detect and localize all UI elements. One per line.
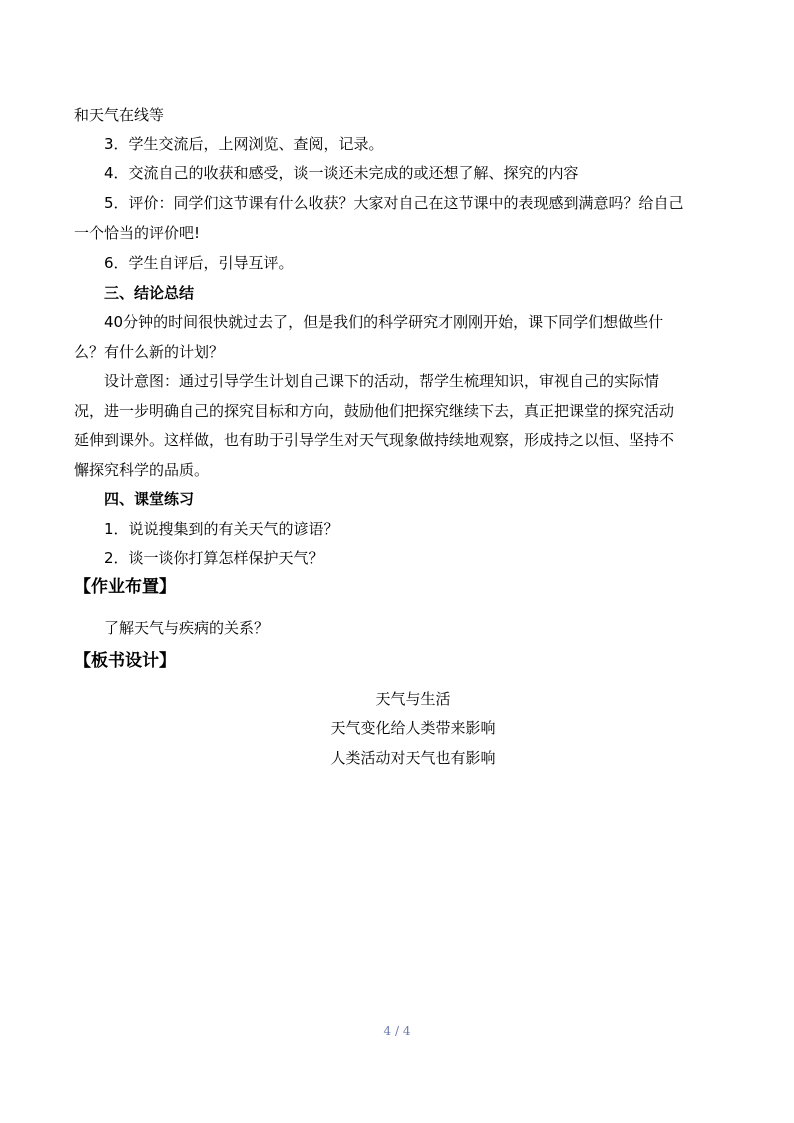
list-item: 1．说说搜集到的有关天气的谚语？ bbox=[104, 520, 339, 538]
board-line: 天气与生活 bbox=[375, 690, 451, 708]
list-item: 5．评价：同学们这节课有什么收获？大家对自己在这节课中的表现感到满意吗？给自己 bbox=[104, 194, 684, 212]
list-item: 3．学生交流后，上网浏览、查阅，记录。 bbox=[104, 135, 384, 153]
paragraph-line: 么？有什么新的计划？ bbox=[74, 343, 225, 361]
section-heading: 四、课堂练习 bbox=[104, 490, 195, 508]
homework-title: 【作业布置】 bbox=[74, 577, 176, 597]
board-line: 天气变化给人类带来影响 bbox=[330, 719, 496, 737]
paragraph-line: 延伸到课外。这样做，也有助于引导学生对天气现象做持续地观察，形成持之以恒、坚持不 bbox=[74, 431, 675, 449]
paragraph-line: 一个恰当的评价吧! bbox=[74, 224, 201, 242]
board-title: 【板书设计】 bbox=[74, 651, 176, 671]
paragraph-line: 和天气在线等 bbox=[74, 106, 165, 124]
list-item: 2．谈一谈你打算怎样保护天气？ bbox=[104, 549, 324, 567]
section-heading: 三、结论总结 bbox=[104, 284, 195, 302]
page-number: 4 / 4 bbox=[383, 1024, 411, 1038]
board-line: 人类活动对天气也有影响 bbox=[330, 749, 496, 767]
paragraph-line: 况，进一步明确自己的探究目标和方向，鼓励他们把探究继续下去，真正把课堂的探究活动 bbox=[74, 402, 675, 420]
list-item: 4．交流自己的收获和感受，谈一谈还未完成的或还想了解、探究的内容 bbox=[104, 164, 579, 182]
homework-text: 了解天气与疾病的关系？ bbox=[104, 619, 270, 637]
paragraph-line: 懈探究科学的品质。 bbox=[74, 461, 210, 479]
list-item: 6．学生自评后，引导互评。 bbox=[104, 254, 294, 272]
paragraph-line: 设计意图：通过引导学生计划自己课下的活动，帮学生梳理知识，审视自己的实际情 bbox=[104, 372, 660, 390]
paragraph-line: 40分钟的时间很快就过去了，但是我们的科学研究才刚刚开始，课下同学们想做些什 bbox=[104, 313, 664, 331]
